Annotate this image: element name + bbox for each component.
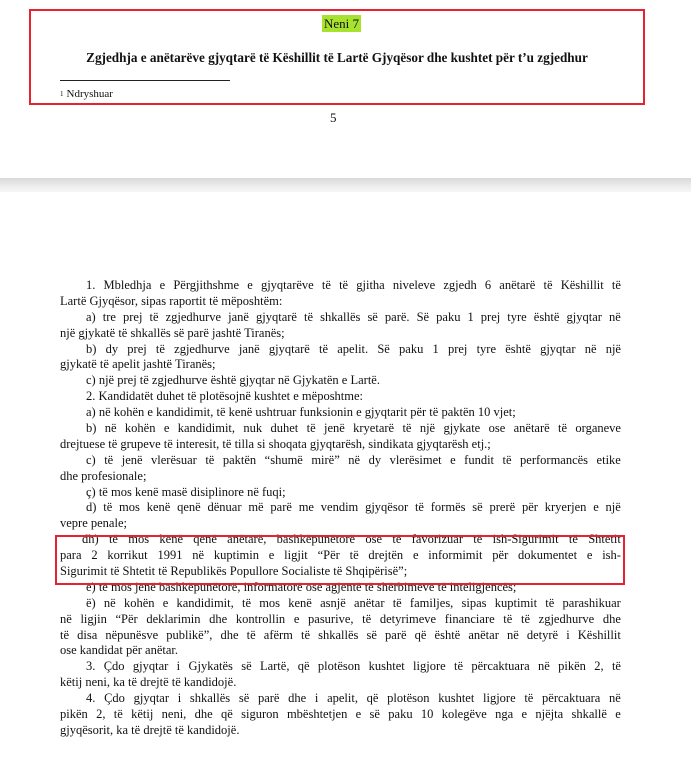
body-line: gjyqësorit, ka të drejtë të kandidojë. xyxy=(60,722,240,737)
body-line: të disa nëpunësve publikë”, dhe të afërm të shkallës së parë që është anëtar në detyrë i Këshillit xyxy=(60,627,621,642)
body-line: 1. Mbledhja e Përgjithshme e gjyqtarëve të të gjitha niveleve zgjedh 6 anëtarë të Këshillit të xyxy=(86,278,621,292)
paragraph-highlight-box xyxy=(55,535,625,585)
body-line: a) në kohën e kandidimit, të kenë ushtruar funksionin e gjyqtarit për të paktën 10 vjet; xyxy=(86,405,516,420)
article-body xyxy=(60,278,621,739)
page-separator xyxy=(0,178,691,192)
body-line: b) në kohën e kandidimit, nuk duhet të jenë kryetarë të një gjykate ose anëtarë të organeve xyxy=(86,421,621,436)
body-line: ç) të mos kenë masë disiplinore në fuqi; xyxy=(86,484,286,499)
body-line: 4. Çdo gjyqtar i shkallës së parë dhe i apelit, që plotëson kushtet ligjore të përcaktuara në xyxy=(86,691,621,706)
body-line: vepre penale; xyxy=(60,516,127,531)
body-line: gjykatë të apelit jashtë Tiranës; xyxy=(60,357,216,372)
article-number: Neni 7 xyxy=(324,16,360,31)
body-line: e) të mos jenë bashkëpunëtorë, informatorë ose agjentë të shërbimeve të inteligjencës; xyxy=(86,579,517,594)
body-line: pikën 2, të këtij neni, dhe që siguron mbështetjen e së paku 10 kolegëve nga e njëjta shkallë e xyxy=(60,707,621,722)
body-line: c) të jenë vlerësuar të paktën “shumë mirë” në dy vlerësimet e fundit të performancës etike xyxy=(86,452,621,467)
body-line-highlighted: para 2 korrikut 1991 në kuptimin e ligjit “Për të drejtën e informimit për dokumentet e ish- xyxy=(60,548,621,563)
body-line: ose kandidat për anëtar. xyxy=(60,643,179,658)
footnote-divider xyxy=(60,80,230,81)
body-line: 3. Çdo gjyqtar i Gjykatës së Lartë, që plotëson kushtet ligjore të përcaktuara në pikën 2, të xyxy=(86,659,621,674)
footnote-text: Ndryshuar xyxy=(66,88,113,100)
body-line: ë) në kohën e kandidimit, të mos kenë asnjë anëtar të familjes, sipas kuptimit të parashikuar xyxy=(86,595,621,610)
body-line: a) tre prej të zgjedhurve janë gjyqtarë të shkallës së parë. Së paku 1 prej tyre është gjyqtar në xyxy=(86,309,621,324)
article-title: Zgjedhja e anëtarëve gjyqtarë të Këshillit të Lartë Gjyqësor dhe kushtet për t’u zgjedhur xyxy=(86,50,588,65)
body-line: d) të mos kenë qenë dënuar më parë me vendim gjyqësor të formës së prerë për kryerjen e një xyxy=(86,500,621,515)
document-page-upper xyxy=(0,0,691,178)
page-number: 5 xyxy=(330,110,337,125)
body-line: Lartë Gjyqësor, sipas raportit të mëposhtëm: xyxy=(60,293,283,308)
body-line-highlighted: dh) të mos kenë qenë anëtarë, bashkëpunëtorë ose të favorizuar të ish-Sigurimit të Shtetit xyxy=(82,532,621,547)
body-line: drejtuese të grupeve të interesit, të tilla si shoqata gjyqtarësh, sindikata gjyqtarësh etj.; xyxy=(60,436,491,451)
body-line: c) një prej të zgjedhurve është gjyqtar në Gjykatën e Lartë. xyxy=(86,373,380,388)
body-line: 2. Kandidatët duhet të plotësojnë kushtet e mëposhtme: xyxy=(86,389,364,404)
footnote-marker: 1 xyxy=(60,90,64,98)
body-line: këtij neni, ka të drejtë të kandidojë. xyxy=(60,675,237,690)
body-line: b) dy prej të zgjedhurve janë gjyqtarë të apelit. Së paku 1 prej tyre është gjyqtar në një xyxy=(86,341,621,356)
footnote xyxy=(60,88,113,101)
body-line: në ligjin “Për deklarimin dhe kontrollin e pasurive, të detyrimeve financiare të të zgjedhurve dhe xyxy=(60,611,621,626)
body-line: dhe profesionale; xyxy=(60,468,147,483)
body-line: një gjykatë të shkallës së parë jashtë Tiranës; xyxy=(60,325,285,340)
body-line-highlighted: Sigurimit të Shtetit të Republikës Popullore Socialiste të Shqipërisë”; xyxy=(60,564,408,579)
